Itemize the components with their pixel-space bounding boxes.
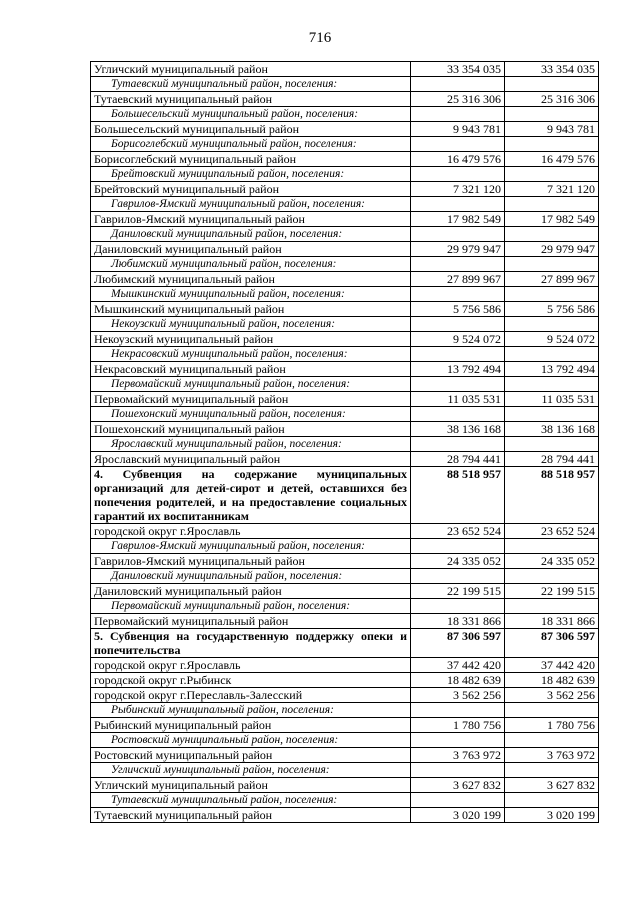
page-number: 716 <box>308 30 332 46</box>
row-name: Некоузский муниципальный район, поселения: <box>91 317 411 332</box>
value-col2 <box>505 287 599 302</box>
subheading-row <box>91 257 599 272</box>
subheading-row <box>91 287 599 302</box>
subheading-row <box>91 137 599 152</box>
row-name: Угличский муниципальный район <box>91 62 411 77</box>
value-col1: 9 943 781 <box>411 122 505 137</box>
value-col1 <box>411 167 505 182</box>
value-col2: 17 982 549 <box>505 212 599 227</box>
value-col1 <box>411 437 505 452</box>
subheading-row <box>91 197 599 212</box>
value-col2: 3 020 199 <box>505 808 599 823</box>
row-name: Рыбинский муниципальный район, поселения: <box>91 703 411 718</box>
value-col1 <box>411 257 505 272</box>
value-col1 <box>411 317 505 332</box>
table-row <box>91 392 599 407</box>
value-col2: 33 354 035 <box>505 62 599 77</box>
row-name: Мышкинский муниципальный район <box>91 302 411 317</box>
value-col1: 3 627 832 <box>411 778 505 793</box>
value-col2 <box>505 107 599 122</box>
subheading-row <box>91 227 599 242</box>
subheading-row <box>91 763 599 778</box>
value-col1: 18 482 639 <box>411 673 505 688</box>
table-row <box>91 182 599 197</box>
row-name: Борисоглебский муниципальный район <box>91 152 411 167</box>
value-col1 <box>411 599 505 614</box>
table-row <box>91 332 599 347</box>
row-name: Гаврилов-Ямский муниципальный район <box>91 212 411 227</box>
row-name: Ростовский муниципальный район, поселения: <box>91 733 411 748</box>
subheading-row <box>91 703 599 718</box>
row-name: 4. Субвенция на содержание муниципальных организаций для детей-сирот и детей, оставшихся без попечения родителей, и на предоставление социальных гарантий их воспитанникам <box>91 467 411 524</box>
row-name: городской округ г.Переславль-Залесский <box>91 688 411 703</box>
value-col2: 18 482 639 <box>505 673 599 688</box>
value-col1: 88 518 957 <box>411 467 505 524</box>
row-name: Брейтовский муниципальный район, поселения: <box>91 167 411 182</box>
table-row <box>91 688 599 703</box>
section-header-row <box>91 629 599 658</box>
row-name: Тутаевский муниципальный район <box>91 92 411 107</box>
value-col1 <box>411 763 505 778</box>
subheading-row <box>91 317 599 332</box>
table-row <box>91 748 599 763</box>
value-col1 <box>411 137 505 152</box>
value-col1: 1 780 756 <box>411 718 505 733</box>
value-col1: 13 792 494 <box>411 362 505 377</box>
table-row <box>91 554 599 569</box>
value-col2: 27 899 967 <box>505 272 599 287</box>
value-col1: 3 020 199 <box>411 808 505 823</box>
row-name: городской округ г.Ярославль <box>91 524 411 539</box>
value-col1: 33 354 035 <box>411 62 505 77</box>
value-col2 <box>505 167 599 182</box>
row-name: Некрасовский муниципальный район <box>91 362 411 377</box>
value-col2: 5 756 586 <box>505 302 599 317</box>
value-col2: 29 979 947 <box>505 242 599 257</box>
value-col2 <box>505 763 599 778</box>
row-name: Некрасовский муниципальный район, поселения: <box>91 347 411 362</box>
row-name: Тутаевский муниципальный район, поселения: <box>91 77 411 92</box>
value-col2 <box>505 539 599 554</box>
table-row <box>91 302 599 317</box>
value-col1: 3 763 972 <box>411 748 505 763</box>
value-col1: 29 979 947 <box>411 242 505 257</box>
table-row <box>91 718 599 733</box>
table-row <box>91 362 599 377</box>
row-name: городской округ г.Ярославль <box>91 658 411 673</box>
value-col1 <box>411 107 505 122</box>
table-row <box>91 614 599 629</box>
value-col2 <box>505 569 599 584</box>
row-name: Ярославский муниципальный район <box>91 452 411 467</box>
row-name: Некоузский муниципальный район <box>91 332 411 347</box>
table-row <box>91 62 599 77</box>
value-col2 <box>505 599 599 614</box>
value-col1: 28 794 441 <box>411 452 505 467</box>
value-col1: 7 321 120 <box>411 182 505 197</box>
value-col1: 23 652 524 <box>411 524 505 539</box>
row-name: Первомайский муниципальный район, поселения: <box>91 599 411 614</box>
table-row <box>91 422 599 437</box>
value-col2: 13 792 494 <box>505 362 599 377</box>
value-col2: 1 780 756 <box>505 718 599 733</box>
value-col2 <box>505 793 599 808</box>
value-col2: 18 331 866 <box>505 614 599 629</box>
value-col1: 17 982 549 <box>411 212 505 227</box>
subheading-row <box>91 77 599 92</box>
value-col1: 87 306 597 <box>411 629 505 658</box>
row-name: Ростовский муниципальный район <box>91 748 411 763</box>
value-col2: 37 442 420 <box>505 658 599 673</box>
subheading-row <box>91 599 599 614</box>
row-name: Любимский муниципальный район <box>91 272 411 287</box>
value-col2 <box>505 377 599 392</box>
value-col2: 3 763 972 <box>505 748 599 763</box>
value-col2: 11 035 531 <box>505 392 599 407</box>
row-name: Большесельский муниципальный район, поселения: <box>91 107 411 122</box>
value-col1 <box>411 569 505 584</box>
table-row <box>91 778 599 793</box>
value-col2: 23 652 524 <box>505 524 599 539</box>
table-row <box>91 452 599 467</box>
value-col2 <box>505 407 599 422</box>
value-col1: 9 524 072 <box>411 332 505 347</box>
value-col1 <box>411 77 505 92</box>
table-row <box>91 524 599 539</box>
row-name: Мышкинский муниципальный район, поселения: <box>91 287 411 302</box>
value-col1: 3 562 256 <box>411 688 505 703</box>
subheading-row <box>91 407 599 422</box>
table-row <box>91 272 599 287</box>
table-row <box>91 658 599 673</box>
table-row <box>91 92 599 107</box>
value-col1 <box>411 377 505 392</box>
row-name: Даниловский муниципальный район <box>91 584 411 599</box>
value-col2: 7 321 120 <box>505 182 599 197</box>
subheading-row <box>91 107 599 122</box>
value-col1 <box>411 287 505 302</box>
row-name: Угличский муниципальный район <box>91 778 411 793</box>
table-row <box>91 808 599 823</box>
table-row <box>91 673 599 688</box>
row-name: Рыбинский муниципальный район <box>91 718 411 733</box>
row-name: Угличский муниципальный район, поселения: <box>91 763 411 778</box>
row-name: Тутаевский муниципальный район <box>91 808 411 823</box>
subheading-row <box>91 437 599 452</box>
value-col2: 22 199 515 <box>505 584 599 599</box>
value-col2 <box>505 257 599 272</box>
value-col1: 11 035 531 <box>411 392 505 407</box>
subheading-row <box>91 347 599 362</box>
value-col2: 28 794 441 <box>505 452 599 467</box>
value-col1: 37 442 420 <box>411 658 505 673</box>
value-col2: 3 562 256 <box>505 688 599 703</box>
row-name: 5. Субвенция на государственную поддержку опеки и попечительства <box>91 629 411 658</box>
value-col2: 24 335 052 <box>505 554 599 569</box>
row-name: Первомайский муниципальный район, поселения: <box>91 377 411 392</box>
value-col2 <box>505 437 599 452</box>
subheading-row <box>91 733 599 748</box>
value-col2 <box>505 347 599 362</box>
value-col2 <box>505 137 599 152</box>
table-row <box>91 122 599 137</box>
value-col2: 9 943 781 <box>505 122 599 137</box>
value-col1 <box>411 539 505 554</box>
row-name: Гаврилов-Ямский муниципальный район <box>91 554 411 569</box>
subheading-row <box>91 793 599 808</box>
value-col2: 9 524 072 <box>505 332 599 347</box>
value-col1: 27 899 967 <box>411 272 505 287</box>
value-col1: 38 136 168 <box>411 422 505 437</box>
value-col1 <box>411 793 505 808</box>
value-col1 <box>411 703 505 718</box>
value-col2 <box>505 227 599 242</box>
section-header-row <box>91 467 599 524</box>
value-col1: 24 335 052 <box>411 554 505 569</box>
value-col1: 25 316 306 <box>411 92 505 107</box>
value-col1: 16 479 576 <box>411 152 505 167</box>
value-col1 <box>411 407 505 422</box>
table-body <box>91 62 599 823</box>
value-col2 <box>505 197 599 212</box>
value-col2 <box>505 703 599 718</box>
value-col1 <box>411 197 505 212</box>
table-row <box>91 242 599 257</box>
value-col2: 88 518 957 <box>505 467 599 524</box>
value-col2 <box>505 317 599 332</box>
value-col2: 3 627 832 <box>505 778 599 793</box>
value-col1: 5 756 586 <box>411 302 505 317</box>
budget-table <box>90 61 599 823</box>
row-name: городской округ г.Рыбинск <box>91 673 411 688</box>
row-name: Даниловский муниципальный район, поселения: <box>91 569 411 584</box>
value-col2: 16 479 576 <box>505 152 599 167</box>
value-col2 <box>505 77 599 92</box>
subheading-row <box>91 569 599 584</box>
value-col1: 18 331 866 <box>411 614 505 629</box>
value-col2 <box>505 733 599 748</box>
row-name: Даниловский муниципальный район, поселения: <box>91 227 411 242</box>
value-col1 <box>411 227 505 242</box>
row-name: Тутаевский муниципальный район, поселения: <box>91 793 411 808</box>
row-name: Борисоглебский муниципальный район, поселения: <box>91 137 411 152</box>
subheading-row <box>91 167 599 182</box>
table-row <box>91 212 599 227</box>
row-name: Гаврилов-Ямский муниципальный район, поселения: <box>91 539 411 554</box>
row-name: Даниловский муниципальный район <box>91 242 411 257</box>
row-name: Первомайский муниципальный район <box>91 614 411 629</box>
value-col1: 22 199 515 <box>411 584 505 599</box>
table-row <box>91 584 599 599</box>
value-col2: 87 306 597 <box>505 629 599 658</box>
subheading-row <box>91 377 599 392</box>
row-name: Первомайский муниципальный район <box>91 392 411 407</box>
value-col2: 25 316 306 <box>505 92 599 107</box>
row-name: Любимский муниципальный район, поселения: <box>91 257 411 272</box>
table-row <box>91 152 599 167</box>
row-name: Большесельский муниципальный район <box>91 122 411 137</box>
row-name: Гаврилов-Ямский муниципальный район, поселения: <box>91 197 411 212</box>
row-name: Брейтовский муниципальный район <box>91 182 411 197</box>
row-name: Ярославский муниципальный район, поселения: <box>91 437 411 452</box>
row-name: Пошехонский муниципальный район <box>91 422 411 437</box>
row-name: Пошехонский муниципальный район, поселения: <box>91 407 411 422</box>
value-col1 <box>411 347 505 362</box>
subheading-row <box>91 539 599 554</box>
value-col1 <box>411 733 505 748</box>
value-col2: 38 136 168 <box>505 422 599 437</box>
